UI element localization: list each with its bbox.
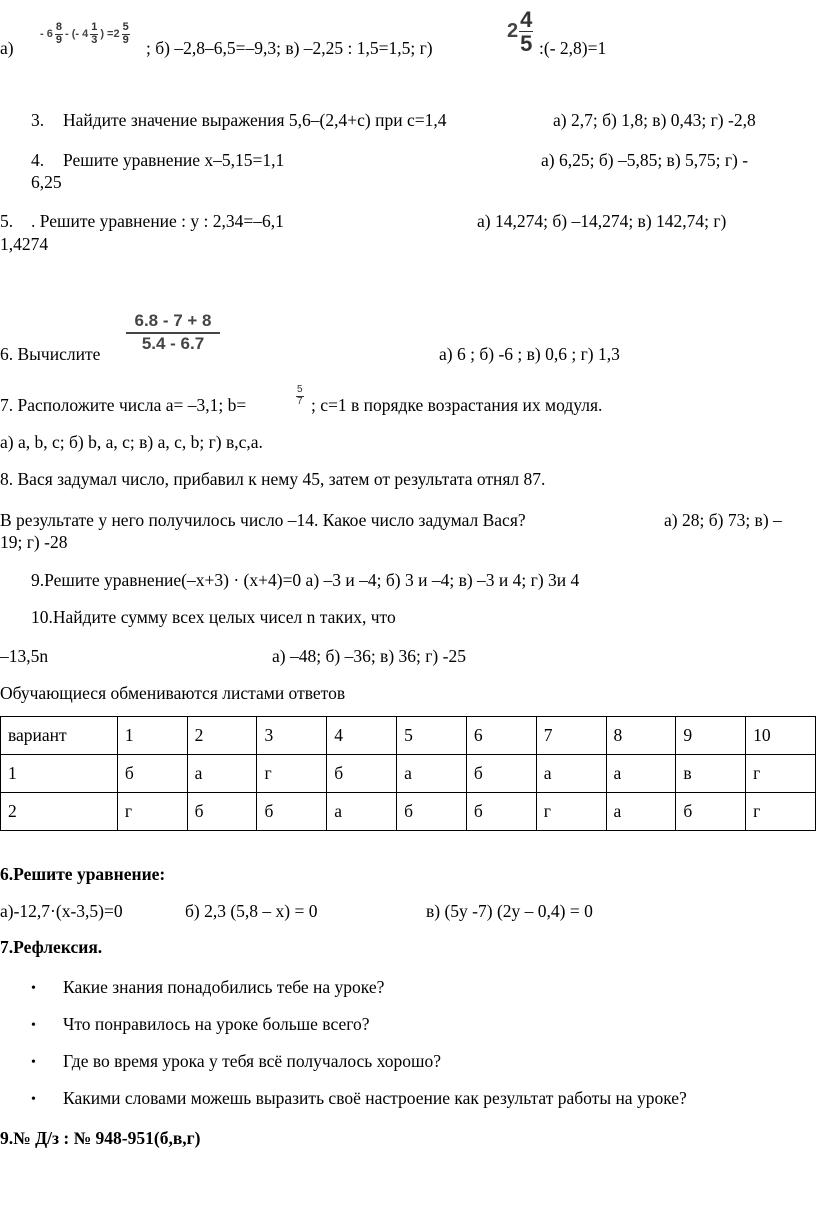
q4-number: 4. <box>31 150 45 170</box>
q2-prefix: а) <box>0 38 14 58</box>
table-header-cell: 7 <box>536 717 606 755</box>
table-cell: б <box>466 793 536 831</box>
q4-answers-cont: 6,25 <box>31 172 62 192</box>
q7-text-before: 7. Расположите числа а= –3,1; b= <box>0 395 247 415</box>
table-cell: 1 <box>1 755 118 793</box>
q5-answers-cont: 1,4274 <box>0 234 49 254</box>
table-header-cell: 2 <box>187 717 257 755</box>
q8-answers: а) 28; б) 73; в) – <box>664 510 782 530</box>
bullet-icon: • <box>31 1092 36 1107</box>
table-header-cell: 4 <box>327 717 397 755</box>
q2-expr-frac-num: 8 <box>55 21 62 33</box>
q2-mixed-den: 5 <box>520 31 533 57</box>
table-cell: а <box>397 755 467 793</box>
table-cell: б <box>466 755 536 793</box>
reflection-item: Где во время урока у тебя всё получалось хорошо? <box>63 1051 441 1071</box>
bullet-icon: • <box>31 981 36 996</box>
table-cell: а <box>606 793 676 831</box>
table-header-cell: 10 <box>746 717 816 755</box>
q2-expr-frac-num: 5 <box>122 21 129 33</box>
q7-text-after: ; с=1 в порядке возрастания их модуля. <box>311 395 603 415</box>
exchange-note: Обучающиеся обмениваются листами ответов <box>0 683 346 703</box>
table-cell: г <box>746 755 816 793</box>
table-cell: б <box>257 793 327 831</box>
q8-answers-cont: 19; г) -28 <box>0 532 68 552</box>
q6-numerator: 6.8 - 7 + 8 <box>126 312 220 334</box>
q2-mixed-whole: 2 <box>507 20 519 43</box>
s9-homework: 9.№ Д/з : № 948-951(б,в,г) <box>0 1128 201 1148</box>
table-row <box>1 755 816 793</box>
s6-equation-b: б) 2,3 (5,8 – х) = 0 <box>185 901 318 921</box>
s6-equation-c: в) (5у -7) (2у – 0,4) = 0 <box>426 901 593 921</box>
table-cell: в <box>676 755 746 793</box>
table-cell: а <box>187 755 257 793</box>
q8-line2: В результате у него получилось число –14. Какое число задумал Вася? <box>0 510 526 530</box>
table-header-cell: 1 <box>117 717 187 755</box>
bullet-icon: • <box>31 1055 36 1070</box>
s6-title: 6.Решите уравнение: <box>0 864 166 884</box>
table-header-cell: 6 <box>466 717 536 755</box>
q2-expr-part: - (- 4 <box>64 27 89 40</box>
table-cell: г <box>257 755 327 793</box>
q6-denominator: 5.4 - 6.7 <box>141 333 205 353</box>
q8-line1: 8. Вася задумал число, прибавил к нему 45, затем от результата отнял 87. <box>0 469 546 489</box>
q2-expression-image <box>40 22 132 46</box>
table-cell: б <box>397 793 467 831</box>
table-header-cell: 9 <box>676 717 746 755</box>
table-cell: г <box>536 793 606 831</box>
table-header-row <box>1 717 816 755</box>
q7-answers: а) а, b, с; б) b, а, с; в) а, с, b; г) в,с,а. <box>0 432 263 452</box>
table-cell: г <box>746 793 816 831</box>
q3-text: Найдите значение выражения 5,6–(2,4+с) при с=1,4 <box>63 110 447 130</box>
table-row <box>1 793 816 831</box>
q3-answers: а) 2,7; б) 1,8; в) 0,43; г) -2,8 <box>553 110 756 130</box>
s6-equation-a: а)-12,7·(х-3,5)=0 <box>0 901 123 921</box>
table-cell: 2 <box>1 793 118 831</box>
q6-expression-image <box>126 312 220 353</box>
q10-answers: а) –48; б) –36; в) 36; г) -25 <box>272 646 466 666</box>
table-cell: б <box>676 793 746 831</box>
q6-answers: а) 6 ; б) -6 ; в) 0,6 ; г) 1,3 <box>439 344 620 364</box>
q2-expr-frac-den: 9 <box>122 33 129 46</box>
q2-expr-part: - 6 <box>40 27 53 40</box>
answers-table <box>0 716 816 831</box>
q7-frac-num: 5 <box>297 384 303 395</box>
bullet-icon: • <box>31 1018 36 1033</box>
table-header-cell: 5 <box>397 717 467 755</box>
q2-expr-frac-den: 3 <box>91 33 98 46</box>
table-header-cell: 3 <box>257 717 327 755</box>
reflection-item: Что понравилось на уроке больше всего? <box>63 1014 370 1034</box>
q6-label: 6. Вычислите <box>0 344 101 364</box>
q5-number: 5. <box>0 211 14 231</box>
table-cell: г <box>117 793 187 831</box>
table-cell: б <box>117 755 187 793</box>
table-cell: а <box>536 755 606 793</box>
q5-text: . Решите уравнение : у : 2,34=–6,1 <box>31 211 284 231</box>
q4-text: Решите уравнение х–5,15=1,1 <box>63 150 285 170</box>
q2-mixed-num: 4 <box>520 7 533 32</box>
table-cell: а <box>327 793 397 831</box>
q4-answers: а) 6,25; б) –5,85; в) 5,75; г) - <box>541 150 749 170</box>
q2-expr-frac-den: 9 <box>55 33 62 46</box>
q10-condition: –13,5n <box>0 646 49 666</box>
q2-answers: ; б) –2,8–6,5=–9,3; в) –2,25 : 1,5=1,5; г) <box>146 38 433 58</box>
table-cell: б <box>187 793 257 831</box>
table-header-cell: 8 <box>606 717 676 755</box>
q2-expr-frac-num: 1 <box>91 21 98 33</box>
reflection-item: Какими словами можешь выразить своё настроение как результат работы на уроке? <box>63 1088 687 1108</box>
q9-text: 9.Решите уравнение(–х+3) · (х+4)=0 а) –3 и –4; б) 3 и –4; в) –3 и 4; г) 3и 4 <box>31 570 580 590</box>
q7-fraction-image <box>296 385 304 407</box>
q2-answers-tail: :(- 2,8)=1 <box>539 38 607 58</box>
q2-mixed-number-image <box>507 8 533 55</box>
q7-frac-den: 7 <box>297 395 303 407</box>
q3-number: 3. <box>31 110 45 130</box>
table-header-cell: вариант <box>1 717 118 755</box>
q10-text: 10.Найдите сумму всех целых чисел n таких, что <box>31 607 396 627</box>
reflection-item: Какие знания понадобились тебе на уроке? <box>63 977 385 997</box>
s7-title: 7.Рефлексия. <box>0 937 103 957</box>
table-cell: б <box>327 755 397 793</box>
table-cell: а <box>606 755 676 793</box>
q2-expr-part: ) =2 <box>100 27 120 40</box>
q5-answers: а) 14,274; б) –14,274; в) 142,74; г) <box>477 211 727 231</box>
